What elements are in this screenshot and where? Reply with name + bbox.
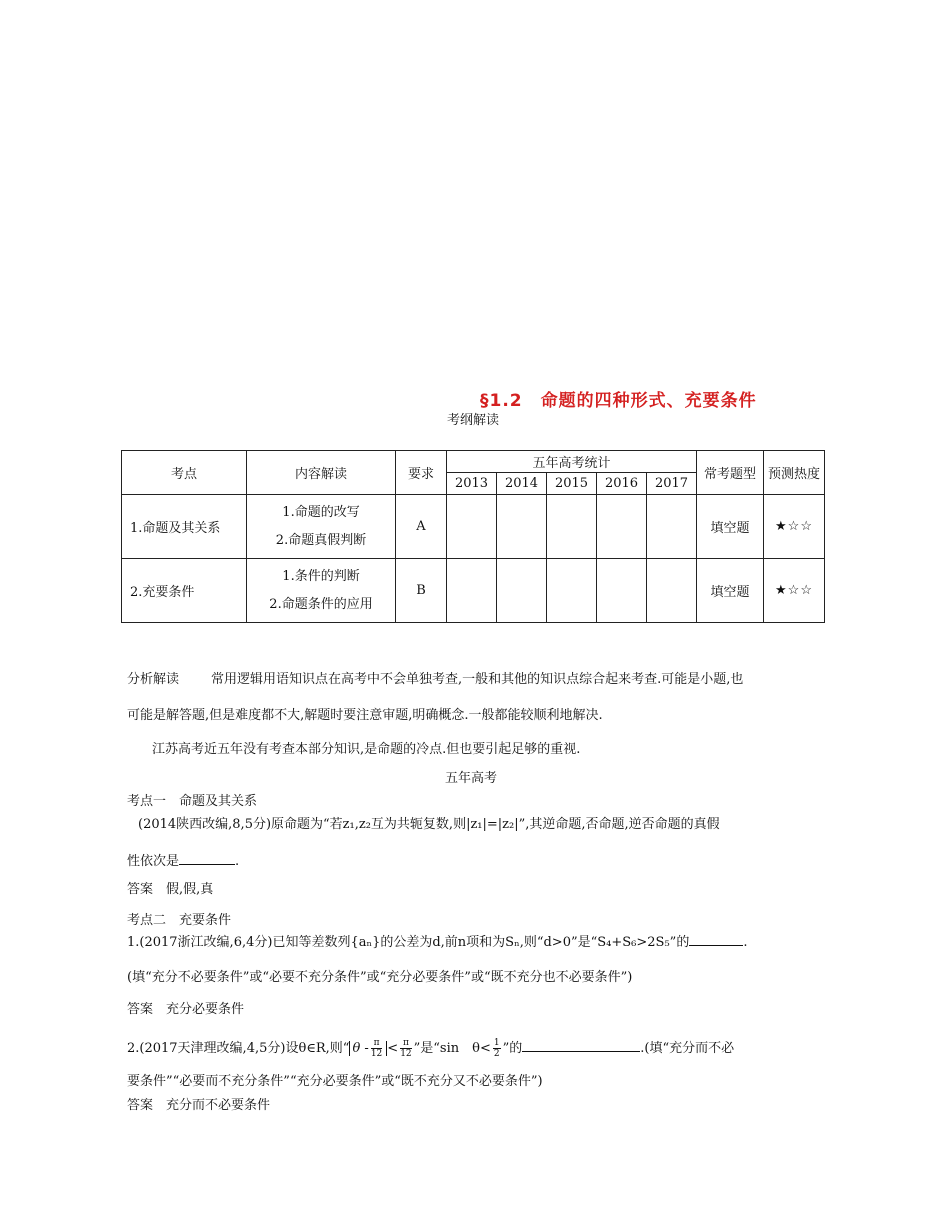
redu-rating: ★☆☆: [764, 495, 825, 559]
analysis-line3: 江苏高考近五年没有考查本部分知识,是命题的冷点.但也要引起足够的重视.: [152, 742, 581, 757]
year-stat-cell: [647, 495, 697, 559]
year-stat-cell: [647, 559, 697, 623]
table-row: [122, 559, 825, 623]
section-subtitle: 考纲解读: [447, 413, 500, 428]
kp2-answer2: 答案 充分而不必要条件: [127, 1098, 271, 1113]
yaoqiu-cell: A: [396, 495, 447, 559]
analysis-label: 分析解读: [127, 672, 180, 687]
table-row: [122, 495, 825, 559]
tixing-cell: 填空题: [697, 559, 764, 623]
year-stat-cell: [447, 495, 497, 559]
kaodian-cell: 2.充要条件: [122, 559, 247, 623]
redu-rating: ★☆☆: [764, 559, 825, 623]
header-neirong: 内容解读: [247, 451, 396, 495]
year-stat-cell: [447, 559, 497, 623]
year-cell: 2014: [497, 473, 547, 495]
kp2-heading: 考点二 充要条件: [127, 913, 232, 928]
section-heading: 五年高考: [445, 771, 498, 786]
header-tixing: 常考题型: [697, 451, 764, 495]
year-cell: 2013: [447, 473, 497, 495]
kp1-answer: 答案 假,假,真: [127, 882, 214, 897]
year-stat-cell: [547, 495, 597, 559]
year-cell: 2017: [647, 473, 697, 495]
header-kaodian: 考点: [122, 451, 247, 495]
content-cell: [247, 495, 396, 559]
header-yaoqiu: 要求: [396, 451, 447, 495]
answer-blank: [689, 933, 743, 946]
content-line: 2.命题条件的应用: [269, 596, 373, 612]
kp2-q2-line2: 要条件”“必要而不充分条件”“充分必要条件”或“既不充分又不必要条件”): [127, 1074, 543, 1089]
kp1-question-line1: (2014陕西改编,8,5分)原命题为“若z₁,z₂互为共轭复数,则|z₁|=|z₂|”,其逆命题,否命题,逆否命题的真假: [138, 817, 720, 832]
header-redu: 预测热度: [764, 451, 825, 495]
kp2-answer1: 答案 充分必要条件: [127, 1002, 245, 1017]
fraction: $\frac{\pi}{12}$: [400, 1038, 412, 1059]
content-line: 1.条件的判断: [282, 568, 360, 584]
year-stat-cell: [597, 495, 647, 559]
year-cell: 2016: [597, 473, 647, 495]
outline-table: [121, 450, 825, 623]
year-stat-cell: [597, 559, 647, 623]
kp2-q1-line1: 1.(2017浙江改编,6,4分)已知等差数列{aₙ}的公差为d,前n项和为Sₙ,则“d>0”是“S₄+S₆>2S₅”的 .: [127, 935, 748, 950]
content-cell: [247, 559, 396, 623]
answer-blank: [522, 1039, 640, 1052]
yaoqiu-cell: B: [396, 559, 447, 623]
analysis-line2: 可能是解答题,但是难度都不大,解题时要注意审题,明确概念.一般都能较顺利地解决.: [127, 708, 603, 723]
year-stat-cell: [547, 559, 597, 623]
content-line: 2.命题真假判断: [275, 532, 367, 548]
kp2-q2-line1: 2.(2017天津理改编,4,5分)设θ∈R,则“ θ - $\frac{\pi}{12}$ < $\frac{\pi}{12}$ ”是“sin θ< $\frac{1}{2}$ ”的 .(填“充分而不必: [127, 1038, 735, 1059]
fraction: $\frac{\pi}{12}$: [370, 1038, 383, 1059]
year-cell: 2015: [547, 473, 597, 495]
year-stat-cell: [497, 559, 547, 623]
kaodian-cell: 1.命题及其关系: [122, 495, 247, 559]
kp2-q1-line2: (填“充分不必要条件”或“必要不充分条件”或“充分必要条件”或“既不充分也不必要条件”): [127, 970, 633, 985]
tixing-cell: 填空题: [697, 495, 764, 559]
kp1-question-line2: 性依次是 .: [127, 854, 240, 869]
answer-blank: [179, 852, 235, 865]
header-tongji: 五年高考统计: [447, 451, 697, 473]
page-title: §1.2 命题的四种形式、充要条件: [480, 391, 757, 411]
year-stat-cell: [497, 495, 547, 559]
kp1-heading: 考点一 命题及其关系: [127, 794, 258, 809]
fraction: $\frac{1}{2}$: [493, 1038, 500, 1059]
abs-expression: θ - $\frac{\pi}{12}$: [349, 1041, 387, 1056]
analysis-line1: 分析解读 常用逻辑用语知识点在高考中不会单独考查,一般和其他的知识点综合起来考查.可能是小题,也: [127, 672, 744, 687]
content-line: 1.命题的改写: [282, 504, 360, 520]
